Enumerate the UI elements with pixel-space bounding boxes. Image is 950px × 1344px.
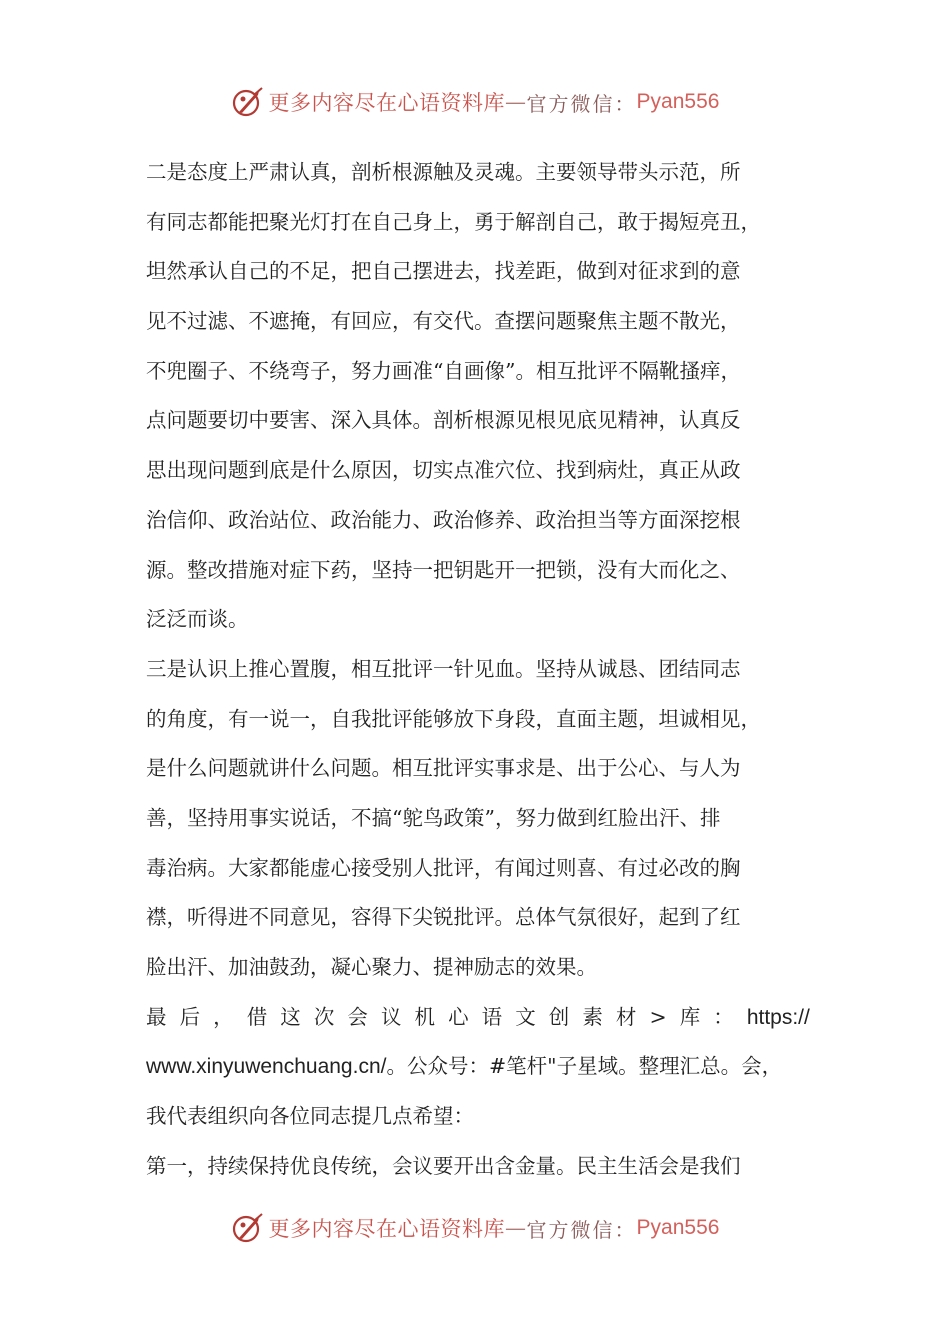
document-body [146, 148, 810, 1191]
official-wechat-label: 官方微信： [526, 1217, 637, 1242]
text-line: 第一，持续保持优良传统，会议要开出含金量。民主生活会是我们 [146, 1153, 741, 1178]
line-char: 这 [280, 1004, 301, 1029]
text-line: 源。整改措施对症下药，坚持一把钥匙开一把锁，没有大而化之、 [146, 557, 741, 582]
text-line: 襟，听得进不同意见，容得下尖锐批评。总体气氛很好，起到了红 [146, 905, 741, 930]
text-line: 我代表组织向各位同志提几点希望： [146, 1104, 474, 1129]
line-char: > [649, 1004, 667, 1029]
website-link[interactable]: www.xinyuwenchuang.cn/ [146, 1055, 387, 1079]
text-line: 坦然承认自己的不足，把自己摆进去，找差距，做到对征求到的意 [146, 259, 741, 284]
text-line: 治信仰、政治站位、政治能力、政治修养、政治担当等方面深挖根 [146, 507, 741, 532]
line-char: 议 [380, 1004, 402, 1029]
line-char: ： [713, 1004, 734, 1029]
text-line: 点问题要切中要害、深入具体。剖析根源见根见底见精神，认真反 [146, 408, 741, 433]
wechat-id: Pyan556 [636, 1216, 720, 1239]
quill-pen-circle-icon [231, 1211, 265, 1245]
line-char: ， [213, 1004, 234, 1029]
line-char: 会 [347, 1004, 368, 1029]
banner-separator: — [505, 90, 527, 114]
site-name: 更多内容尽在心语资料库 [268, 1217, 506, 1241]
text-line: 有同志都能把聚光灯打在自己身上，勇于解剖自己，敢于揭短亮丑， [146, 209, 761, 234]
line-char: 次 [313, 1004, 335, 1029]
url-prefix[interactable]: https:// [746, 1005, 810, 1029]
wechat-id: Pyan556 [636, 90, 720, 113]
text-line: 的角度，有一说一，自我批评能够放下身段，直面主题，坦诚相见， [146, 706, 761, 731]
quill-pen-circle-icon [231, 85, 265, 119]
url-line [146, 1042, 810, 1092]
banner-separator: — [505, 1216, 527, 1240]
text-line: 毒治病。大家都能虚心接受别人批评，有闻过则喜、有过必改的胸 [146, 855, 741, 880]
official-wechat-label: 官方微信： [526, 91, 637, 116]
line-char: 库 [679, 1004, 701, 1029]
text-line: 三是认识上推心置腹，相互批评一针见血。坚持从诚恳、团结同志 [146, 656, 741, 681]
text-line: 是什么问题就讲什么问题。相互批评实事求是、出于公心、与人为 [146, 756, 741, 781]
text-line: 脸出汗、加油鼓劲，凝心聚力、提神励志的效果。 [146, 955, 597, 979]
text-line: 善，坚持用事实说话，不搞“鸵鸟政策”，努力做到红脸出汗、排 [146, 805, 721, 830]
url-line-rest: 。公众号：#笔杆"子星域。整理汇总。会， [386, 1054, 783, 1079]
line-char: 心 [448, 1004, 469, 1029]
line-char: 借 [246, 1004, 268, 1029]
line-char: 最 [146, 1004, 167, 1029]
line-char: 后 [179, 1004, 201, 1029]
footer-banner[interactable] [0, 1208, 950, 1248]
line-char: 机 [414, 1004, 435, 1029]
line-char: 素 [582, 1004, 603, 1029]
text-line: 思出现问题到底是什么原因，切实点准穴位、找到病灶，真正从政 [146, 458, 741, 483]
text-line: 泛泛而谈。 [146, 607, 249, 632]
text-line: 二是态度上严肃认真，剖析根源触及灵魂。主要领导带头示范，所 [146, 160, 741, 184]
line-char: 文 [515, 1004, 536, 1029]
text-line: 见不过滤、不遮掩，有回应，有交代。查摆问题聚焦主题不散光， [146, 309, 741, 334]
line-char: 材 [615, 1004, 637, 1029]
text-line: 不兜圈子、不绕弯子，努力画准“自画像”。相互批评不隔靴搔痒， [146, 358, 741, 383]
header-banner[interactable] [0, 82, 950, 122]
site-name: 更多内容尽在心语资料库 [268, 91, 506, 115]
justified-line [146, 993, 810, 1043]
line-char: 创 [548, 1004, 570, 1029]
line-char: 语 [481, 1004, 503, 1029]
